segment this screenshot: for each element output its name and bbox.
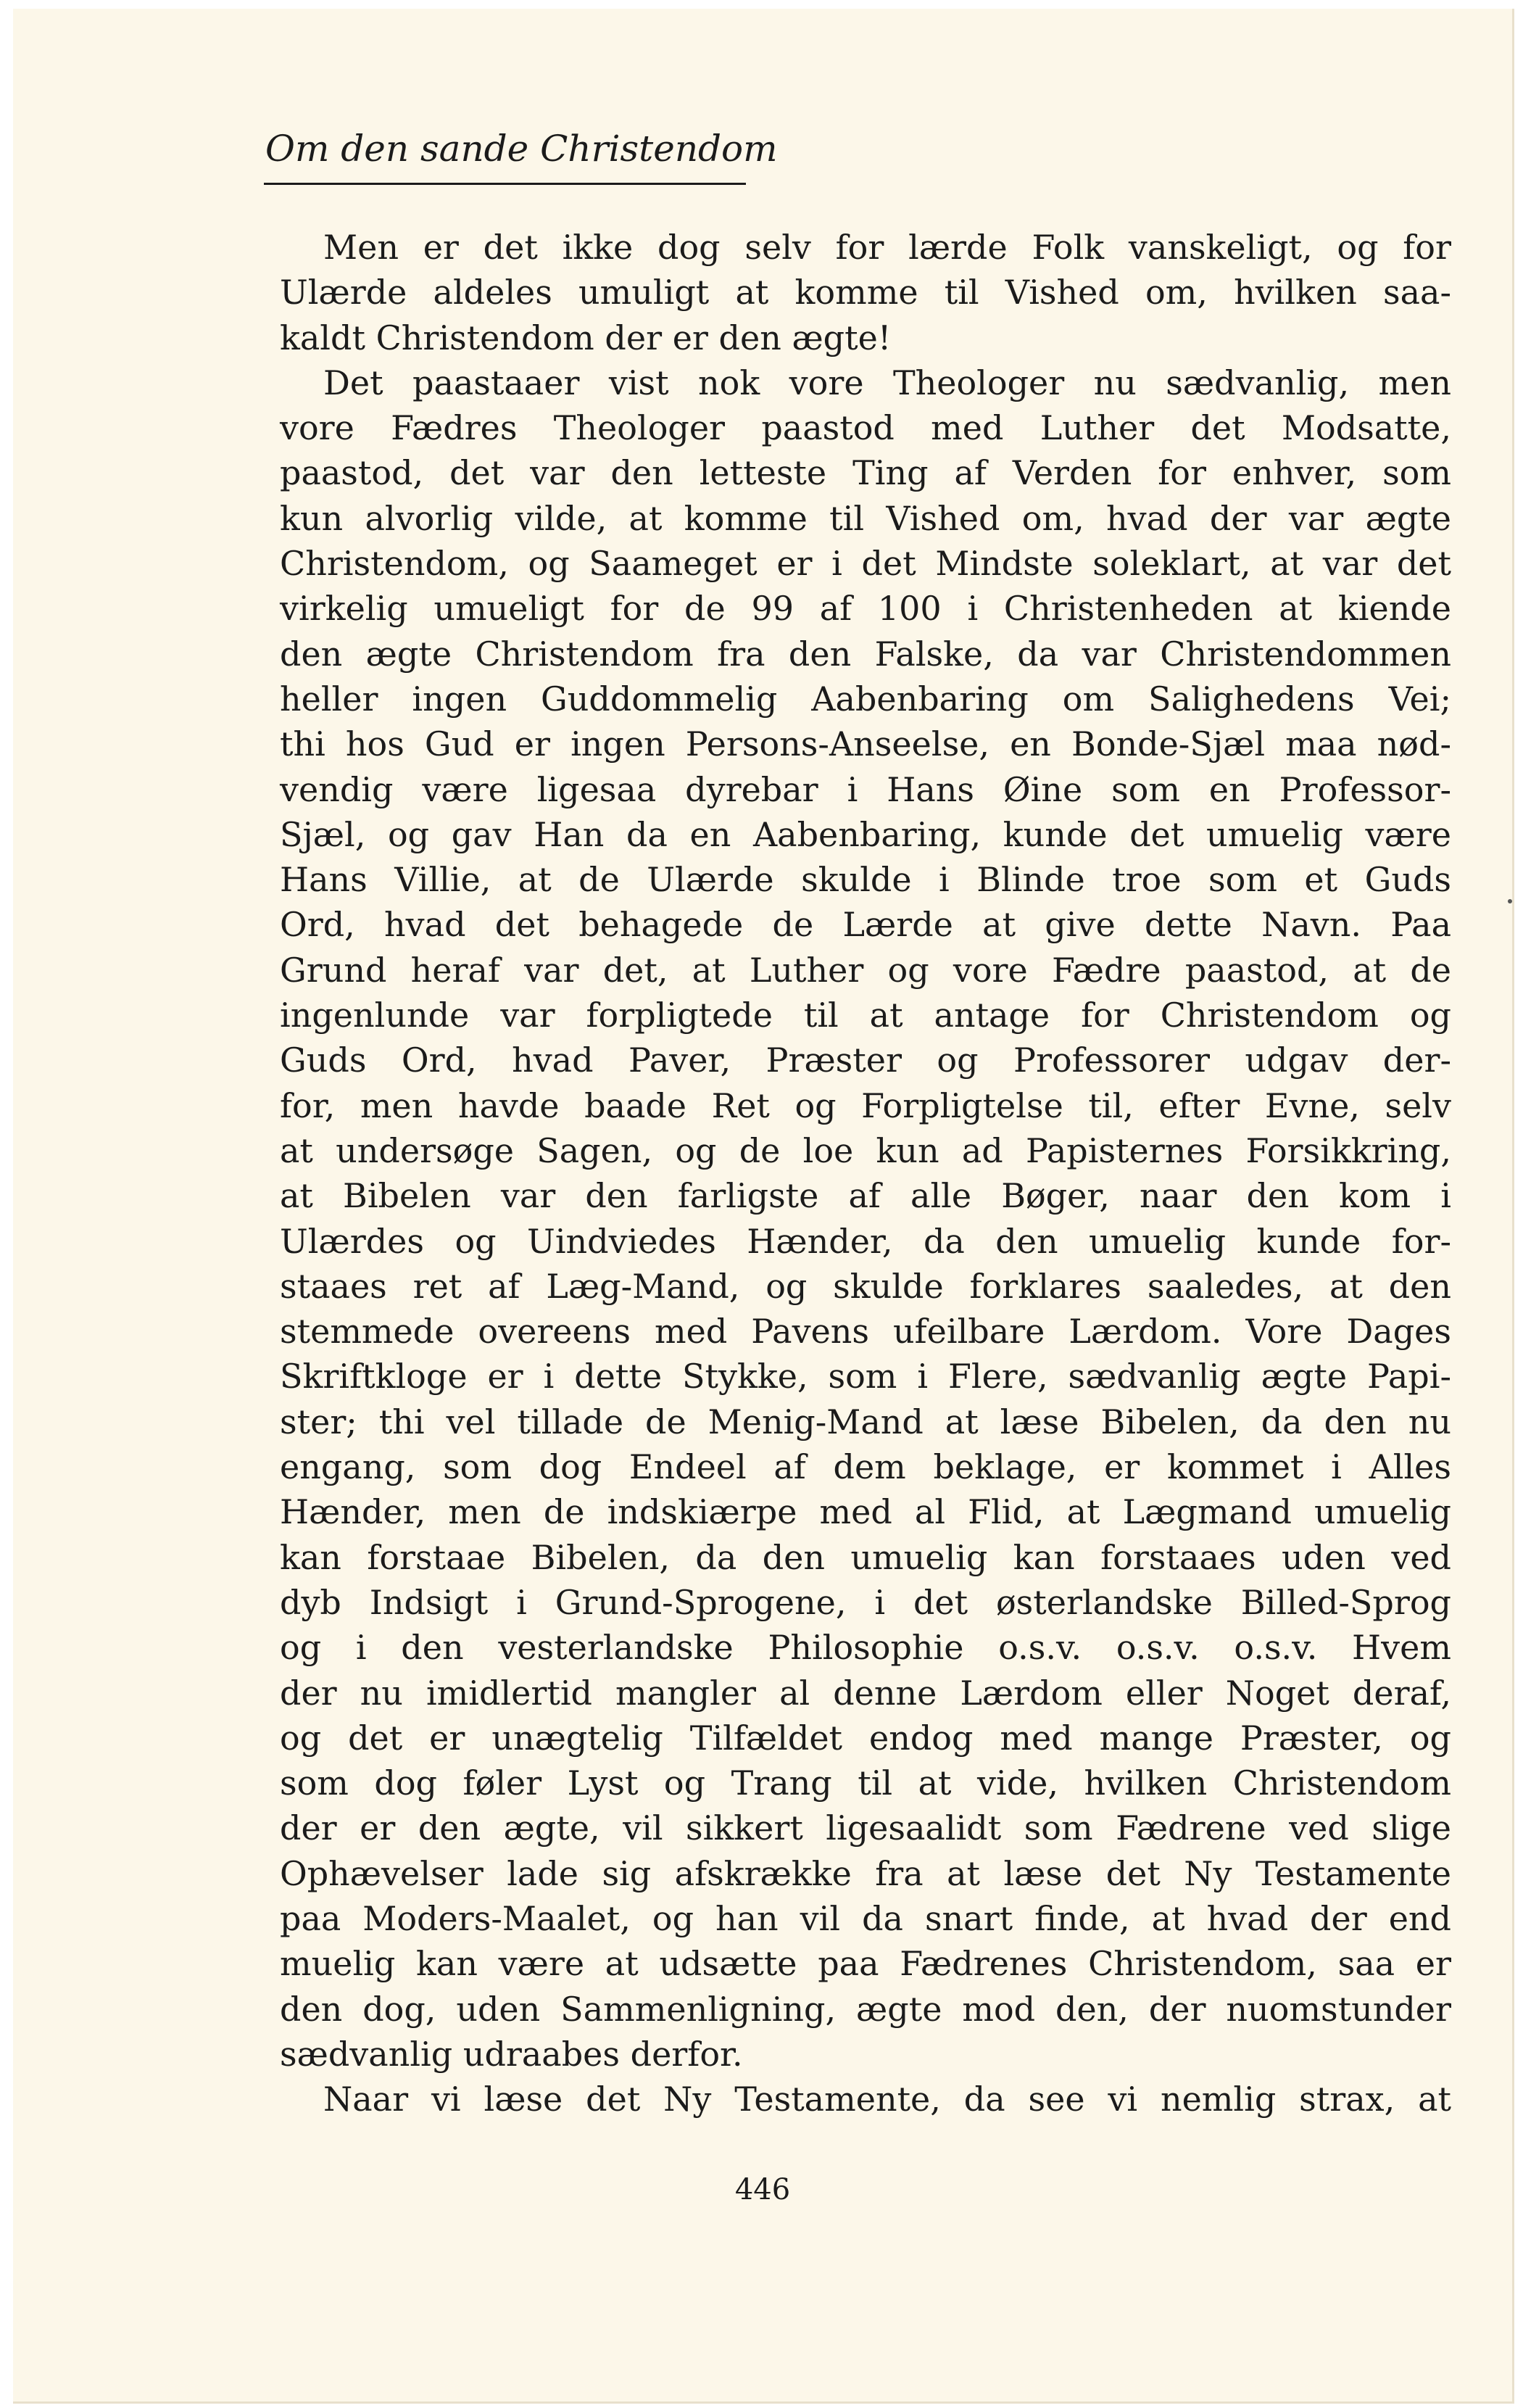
text-line: thi hos Gud er ingen Persons-Anseelse, en Bonde-Sjæl maa nød- [280, 724, 1451, 764]
text-line: Sjæl, og gav Han da en Aabenbaring, kunde det umuelig være [280, 814, 1451, 854]
text-line: virkelig umueligt for de 99 af 100 i Christenheden at kiende [280, 589, 1451, 629]
text-line: muelig kan være at udsætte paa Fædrenes Christendom, saa er [280, 1944, 1451, 1984]
text-line: ingenlunde var forpligtede til at antage for Christendom og [280, 996, 1451, 1035]
text-line: ster; thi vel tillade de Menig-Mand at læse Bibelen, da den nu [280, 1402, 1451, 1441]
running-head-rule [264, 183, 746, 185]
text-line: der er den ægte, vil sikkert ligesaalidt som Fædrene ved slige [280, 1808, 1451, 1848]
text-line: den dog, uden Sammenligning, ægte mod den, der nuomstunder [280, 1989, 1451, 2029]
text-line: Skriftkloge er i dette Stykke, som i Flere, sædvanlig ægte Papi- [280, 1357, 1451, 1397]
running-head: Om den sande Christendom [265, 128, 778, 170]
text-line: engang, som dog Endeel af dem beklage, er kommet i Alles [280, 1447, 1451, 1487]
text-line: Guds Ord, hvad Paver, Præster og Professorer udgav der- [280, 1040, 1451, 1080]
text-line: Hænder, men de indskiærpe med al Flid, at Lægmand umuelig [280, 1492, 1451, 1532]
text-line: kan forstaae Bibelen, da den umuelig kan forstaaes uden ved [280, 1537, 1451, 1577]
text-line: Ulærdes og Uindviedes Hænder, da den umuelig kunde for- [280, 1221, 1451, 1261]
body-text [280, 225, 1451, 2122]
text-line: der nu imidlertid mangler al denne Lærdom eller Noget deraf, [280, 1673, 1451, 1713]
text-line: at Bibelen var den farligste af alle Bøger, naar den kom i [280, 1176, 1451, 1216]
text-line: Men er det ikke dog selv for lærde Folk vanskeligt, og for [323, 228, 1451, 267]
text-line: stemmede overeens med Pavens ufeilbare Lærdom. Vore Dages [280, 1312, 1451, 1352]
text-line: kaldt Christendom der er den ægte! [280, 318, 892, 357]
text-line: Ord, hvad det behagede de Lærde at give dette Navn. Paa [280, 905, 1451, 945]
text-line: at undersøge Sagen, og de loe kun ad Papisternes Forsikkring, [280, 1130, 1451, 1170]
text-line: og det er unægtelig Tilfældet endog med mange Præster, og [280, 1718, 1451, 1758]
text-line: sædvanlig udraabes derfor. [280, 2034, 743, 2074]
text-line: paa Moders-Maalet, og han vil da snart finde, at hvad der end [280, 1898, 1451, 1938]
text-line: dyb Indsigt i Grund-Sprogene, i det østerlandske Billed-Sprog [280, 1582, 1451, 1622]
text-line: paastod, det var den letteste Ting af Verden for enhver, som [280, 453, 1451, 493]
text-line: vore Fædres Theologer paastod med Luther det Modsatte, [280, 408, 1451, 448]
text-line: staaes ret af Læg-Mand, og skulde forklares saaledes, at den [280, 1266, 1451, 1306]
text-line: vendig være ligesaa dyrebar i Hans Øine som en Professor- [280, 769, 1451, 809]
text-line: den ægte Christendom fra den Falske, da var Christendommen [280, 634, 1451, 674]
text-line: Ophævelser lade sig afskrække fra at læse det Ny Testamente [280, 1853, 1451, 1893]
text-line: Hans Villie, at de Ulærde skulde i Blinde troe som et Guds [280, 860, 1451, 900]
text-line: Naar vi læse det Ny Testamente, da see vi nemlig strax, at [323, 2080, 1451, 2119]
book-page [13, 9, 1514, 2404]
text-line: og i den vesterlandske Philosophie o.s.v. o.s.v. o.s.v. Hvem [280, 1628, 1451, 1668]
text-line: Ulærde aldeles umuligt at komme til Vished om, hvilken saa- [280, 273, 1451, 313]
text-line: for, men havde baade Ret og Forpligtelse til, efter Evne, selv [280, 1085, 1451, 1125]
text-line: heller ingen Guddommelig Aabenbaring om Salighedens Vei; [280, 679, 1451, 719]
text-line: Christendom, og Saameget er i det Mindste soleklart, at var det [280, 544, 1451, 584]
text-line: Det paastaaer vist nok vore Theologer nu sædvanlig, men [323, 363, 1451, 402]
text-line: kun alvorlig vilde, at komme til Vished om, hvad der var ægte [280, 498, 1451, 538]
margin-speck [1508, 899, 1512, 903]
page-number: 446 [734, 2173, 791, 2206]
text-line: Grund heraf var det, at Luther og vore Fædre paastod, at de [280, 950, 1451, 990]
text-line: som dog føler Lyst og Trang til at vide, hvilken Christendom [280, 1763, 1451, 1803]
